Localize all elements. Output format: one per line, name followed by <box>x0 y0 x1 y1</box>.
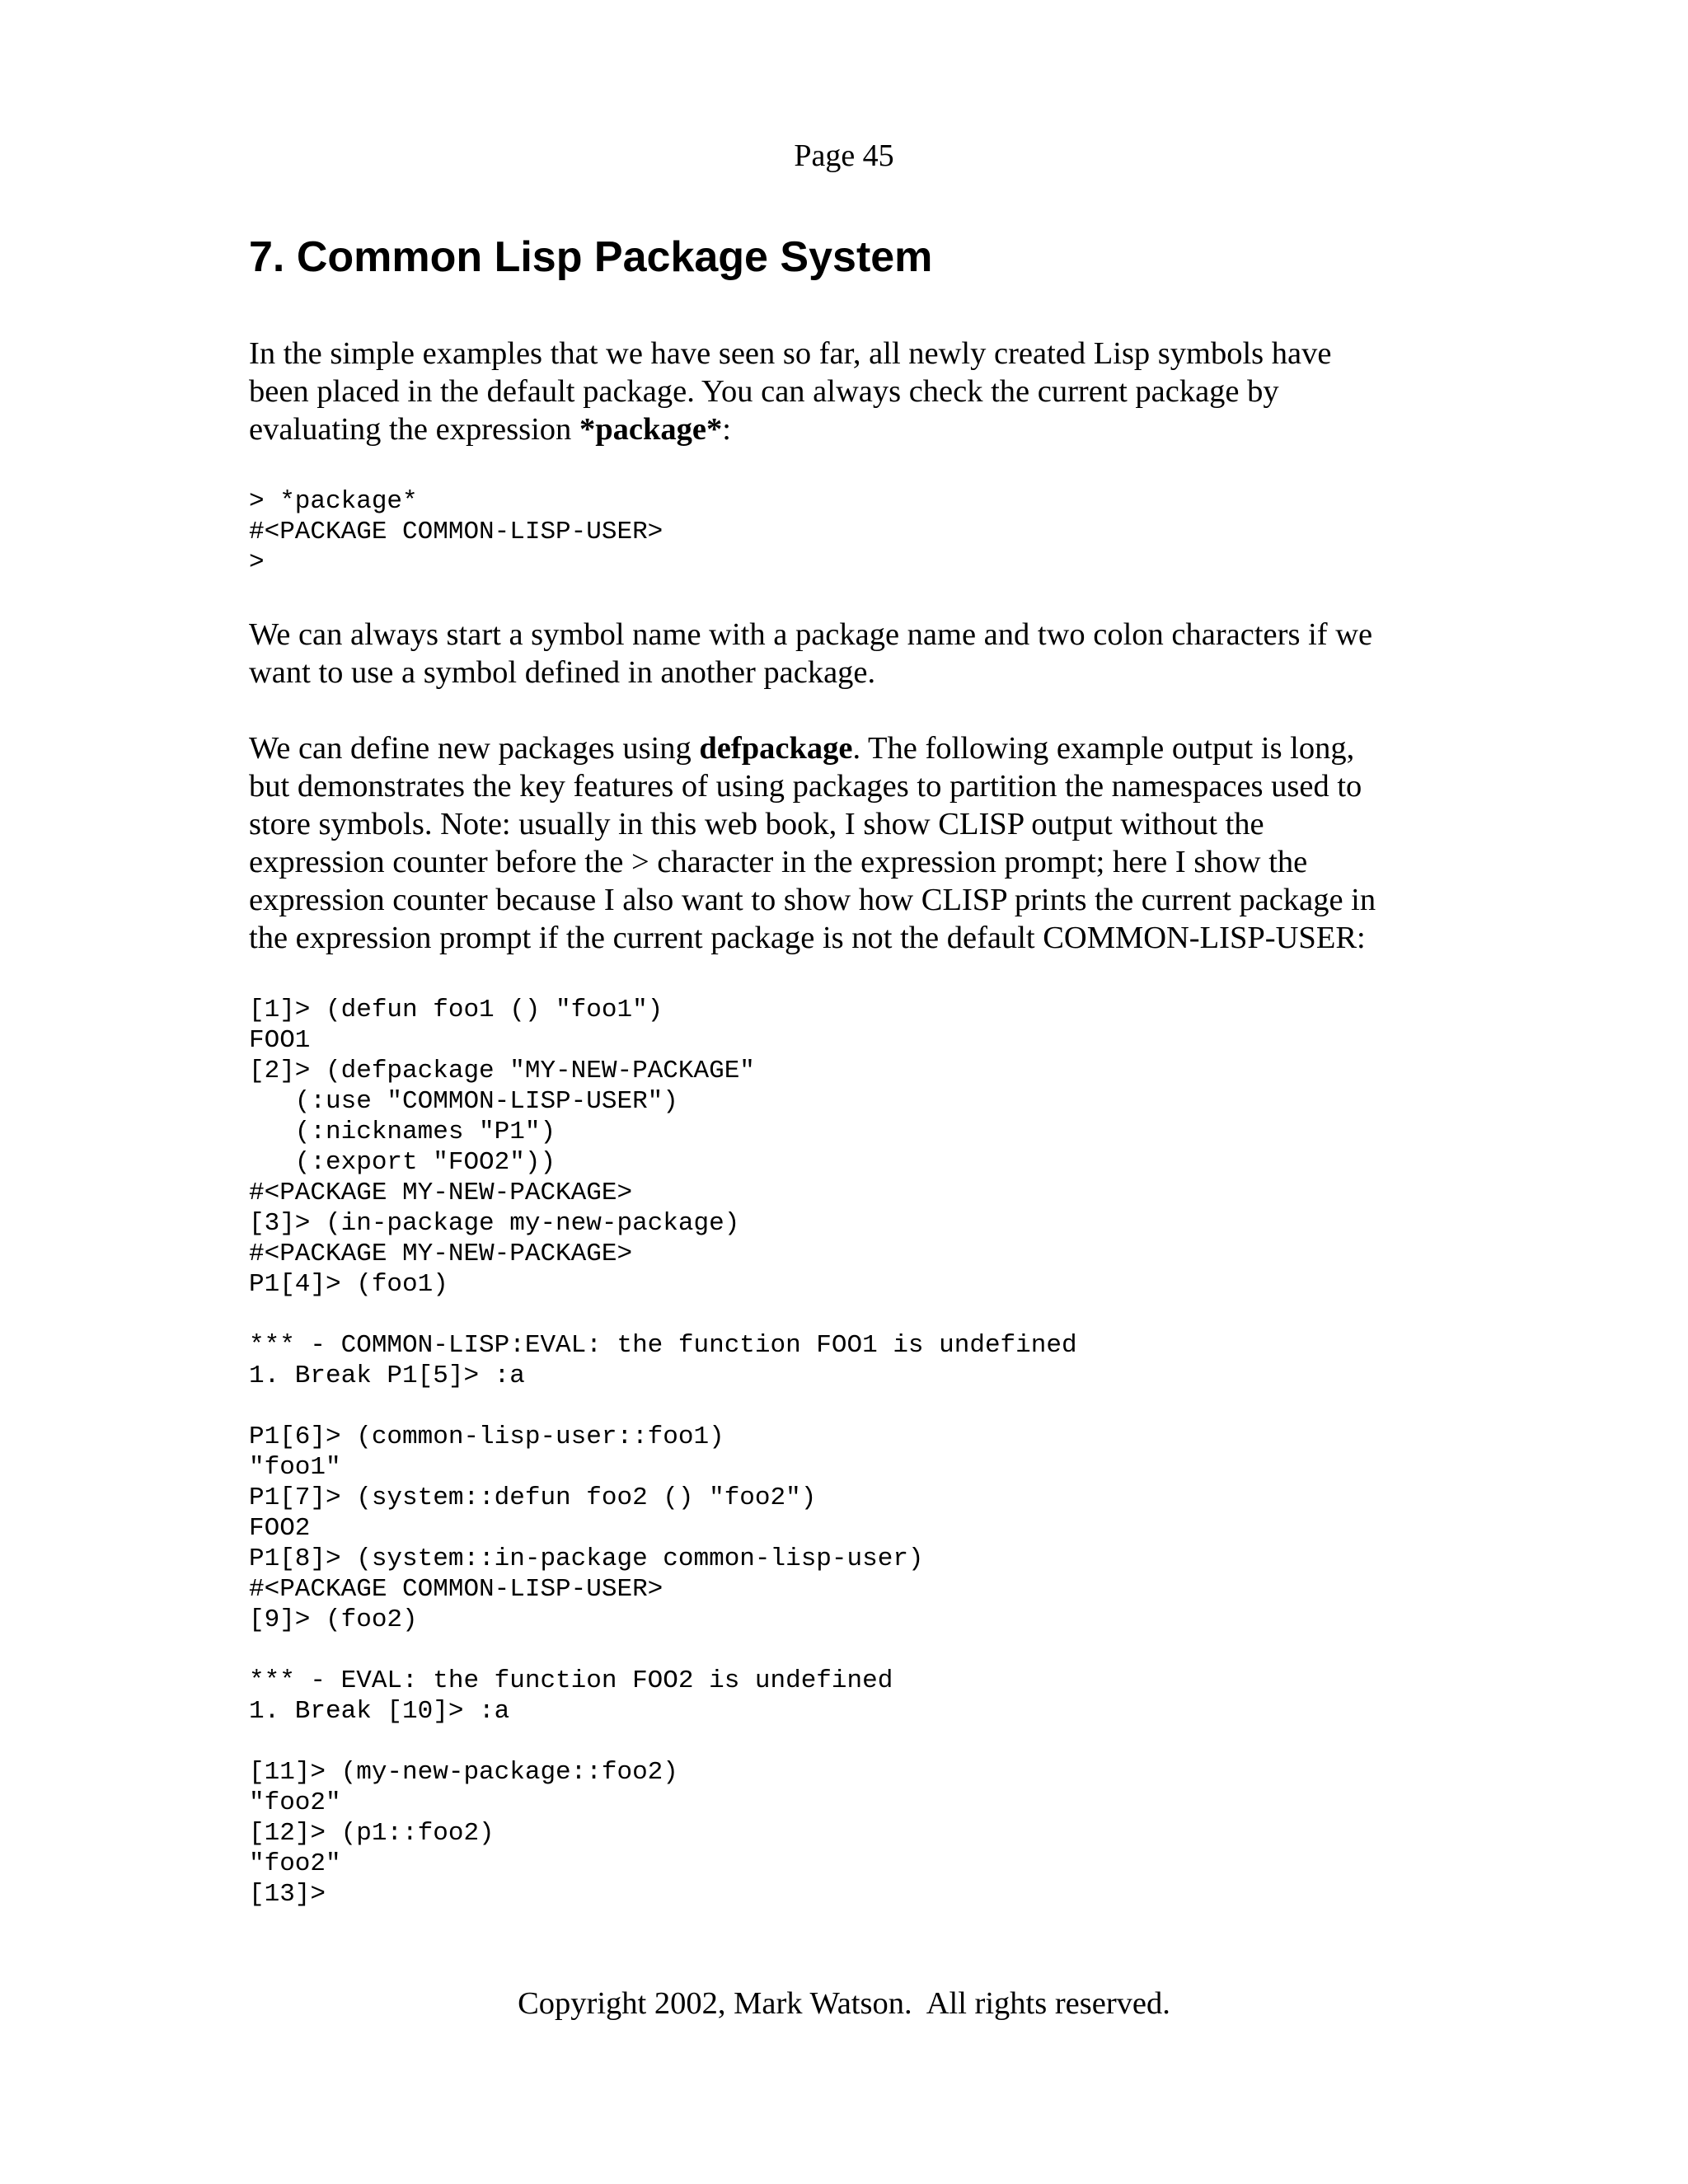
code-block-clisp-session: [1]> (defun foo1 () "foo1") FOO1 [2]> (defpackage "MY-NEW-PACKAGE" (:use "COMMON-LISP-USER") (:nicknames "P1") (:export "FOO2")) #<PACKAGE MY-NEW-PACKAGE> [3]> (in-package my-new-package) #<PACKAGE MY-NEW-PACKAGE> P1[4]> (foo1) *** - COMMON-LISP:EVAL: the function FOO1 is undefined 1. Break P1[5]> :a P1[6]> (common-lisp-user::foo1) "foo1" P1[7]> (system::defun foo2 () "foo2") FOO2 P1[8]> (system::in-package common-lisp-user) #<PACKAGE COMMON-LISP-USER> [9]> (foo2) *** - EVAL: the function FOO2 is undefined 1. Break [10]> :a [11]> (my-new-package::foo2) "foo2" [12]> (p1::foo2) "foo2" [13]> <box>249 996 1077 1909</box>
paragraph-intro-line-2: been placed in the default package. You can always check the current package by <box>249 374 1279 409</box>
paragraph-intro-line-3-pre: evaluating the expression <box>249 412 579 447</box>
paragraph-intro-line-3-post: : <box>722 412 731 447</box>
page-content <box>249 231 1452 1910</box>
paragraph-package-prefix: We can always start a symbol name with a package name and two colon characters if we want to use a symbol defined in another package. <box>249 617 1373 690</box>
paragraph-defpackage-pre: We can define new packages using <box>249 731 700 766</box>
paragraph-defpackage-post: . The following example output is long, <box>852 731 1355 766</box>
defpackage-bold: defpackage <box>699 731 853 766</box>
paragraph-intro <box>249 335 1452 448</box>
section-heading: 7. Common Lisp Package System <box>249 233 933 281</box>
package-variable-bold: *package* <box>579 412 723 447</box>
paragraph-defpackage <box>249 729 1452 957</box>
code-block-package: > *package* #<PACKAGE COMMON-LISP-USER> > <box>249 487 663 577</box>
copyright-footer: Copyright 2002, Mark Watson. All rights reserved. <box>518 1986 1170 2021</box>
page-number: Page 45 <box>794 138 894 173</box>
paragraph-intro-line-1: In the simple examples that we have seen so far, all newly created Lisp symbols have <box>249 336 1332 371</box>
paragraph-defpackage-rest: but demonstrates the key features of using packages to partition the namespaces used to store symbols. Note: usually in this web book, I show CLISP output without the expression counter before the > character in the expression prompt; here I show the expression counter because I also want to show how CLISP prints the current package in the expression prompt if the current package is not the default COMMON-LISP-USER: <box>249 769 1376 955</box>
